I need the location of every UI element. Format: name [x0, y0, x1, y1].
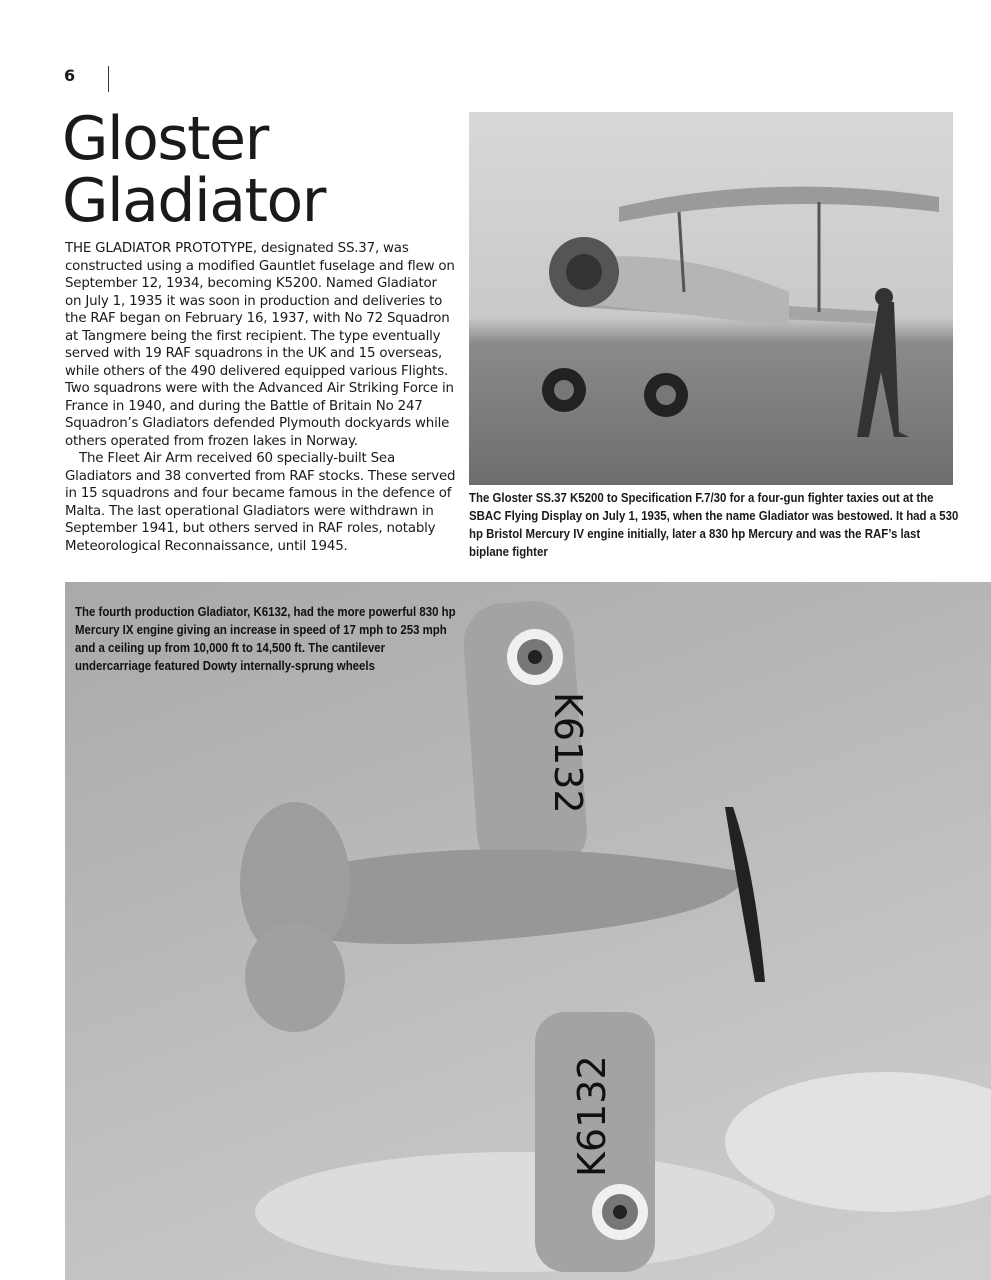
- title-line-2: Gladiator: [62, 166, 325, 236]
- upper-wing-serial: K6132: [546, 692, 590, 814]
- body-paragraph: The Fleet Air Arm received 60 specially-built Sea Gladiators and 38 converted from RAF stocks. These served in 15 squadrons and four became famous in the defence of Malta. The last operational Gladiators were withdrawn in September 1941, but others served in RAF roles, notably Meteorological Reconnaissance, until 1945.: [65, 451, 456, 554]
- article-body: [65, 240, 457, 555]
- article-title: [62, 104, 325, 236]
- body-paragraph: THE GLADIATOR PROTOTYPE, designated SS.37, was constructed using a modified Gauntlet fuselage and flew on September 12, 1934, becoming K5200. Named Gladiator on July 1, 1935 it was soon in production and deliveries to the RAF began on February 16, 1937, with No 72 Squadron at Tangmere being the first recipient. The type eventually served with 19 RAF squadrons in the UK and 15 overseas, while others of the 490 delivered equipped various Flights. Two squadrons were with the Advanced Air Striking Force in France in 1940, and during the Battle of Britain No 247 Squadron’s Gladiators defended Plymouth dockyards while others operated from frozen lakes in Norway.: [65, 241, 455, 449]
- photo1-caption: The Gloster SS.37 K5200 to Specification F.7/30 for a four-gun fighter taxies out at the SBAC Flying Display on July 1, 1935, when the name Gladiator was bestowed. It had a 530 hp Bristol Mercury IV engine initially, later a 830 hp Mercury and was the RAF’s last biplane fighter: [469, 490, 959, 559]
- page-number-divider: [108, 66, 109, 92]
- page-number: 6: [64, 66, 76, 85]
- photo-prototype-on-ground: [469, 112, 953, 485]
- photo-k6132-in-flight: [65, 582, 991, 1280]
- photo2-caption: The fourth production Gladiator, K6132, had the more powerful 830 hp Mercury IX engine giving an increase in speed of 17 mph to 253 mph and a ceiling up from 10,000 ft to 14,500 ft. The cantilever undercarriage featured Dowty internally-sprung wheels: [75, 604, 456, 673]
- lower-wing-serial: K6132: [570, 1055, 614, 1177]
- title-line-1: Gloster: [62, 104, 268, 174]
- biplane-flight-illustration: [65, 582, 991, 1280]
- biplane-ground-illustration: [469, 112, 953, 485]
